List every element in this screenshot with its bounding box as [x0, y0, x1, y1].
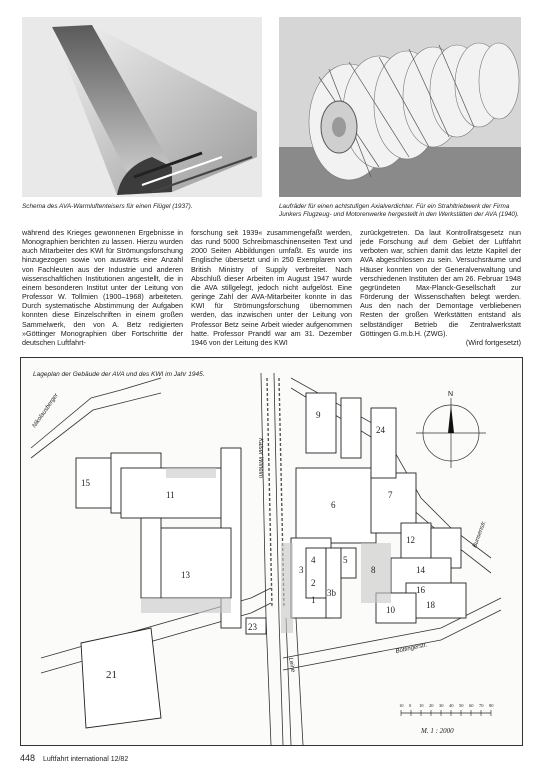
- scale-tick-label: 40: [449, 703, 454, 708]
- column-1-text: während des Krieges gewonnenen Ergebnisse in Monographien berichten zu lassen. Hierzu wurden auch Mitarbeiter des KWI für Strömungsforschung hinzugezogen sowie von auswärts eine Anzahl von Fachleuten aus der Industrie und anderen wissenschaftlichen Institutionen angestellt, die in einem besonderen Institut unter der Leitung von Professor W. Tollmien (1900–1968) arbeiteten. Durch systematische Abstimmung der Aufgaben konnten diese Einzelschriften in einem großen Sammelwerk, den von A. Betz redigierten »Göttinger Monographien über Fortschritte der deutschen Luftfahrt-: [22, 228, 183, 347]
- scale-label: M. 1 : 2000: [421, 727, 454, 735]
- building-11: 11: [166, 490, 175, 500]
- continued-note: (Wird fortgesetzt): [465, 337, 521, 347]
- scale-tick-label: 0: [409, 703, 412, 708]
- text-column-3: [360, 228, 521, 347]
- building-10: 10: [386, 605, 395, 615]
- wing-deicer-drawing: [22, 17, 262, 197]
- building-5: 5: [343, 555, 348, 565]
- building-18: 18: [426, 600, 435, 610]
- caption-left: Schema des AVA-Warmluftenteisers für einen Flügel (1937).: [22, 203, 193, 210]
- building-16: 16: [416, 585, 425, 595]
- building-4: 4: [311, 555, 316, 565]
- building-6: 6: [331, 500, 336, 510]
- column-3-text: zurückgetreten. Da laut Kontrollratsgesetz nun jede Forschung auf dem Gebiet der Luftfahrt verboten war, schien damit das letzte Kapitel der AVA abgeschlossen zu sein. Versuchsräume und Häuser konnten von der Generalverwaltung und verschiedenen Instituten der am 26. Februar 1948 gegründeten Max-Planck-Gesellschaft zur Förderung der Wissenschaften belegt werden. Aus den nach der Demontage verbliebenen Resten der großen Werkstätten entstand als selbständiger Betrieb die Zentralwerkstatt Göttingen G.m.b.H. (ZWG).: [360, 228, 521, 338]
- building-13: 13: [181, 570, 190, 580]
- column-2-text: forschung seit 1939« zusammengefaßt werden, das rund 5000 Schreibmaschinenseiten Text und 2000 Seiten Abbildungen umfaßt. Es wurde ins Englische übersetzt und in 250 Exemplaren vom British Ministry of Supply verbreitet. Nach Abschluß dieser Arbeiten im August 1947 wurde die AVA stillgelegt, jedoch nicht aufgelöst. Eine geringe Zahl der AVA-Mitarbeiter konnte in das KWI für Strömungsforschung übernommen werden, das inzwischen unter der Leitung von Professor Betz seine Arbeit wieder aufgenommen hatte. Professor Prandtl war am 31. Dezember 1946 von der Leitung des KWI: [191, 228, 352, 347]
- scale-tick-label: 10: [419, 703, 424, 708]
- page-footer: [20, 753, 128, 763]
- scale-tick-label: 20: [429, 703, 434, 708]
- photo-compressor-rotors: [279, 17, 521, 197]
- compass-north-label: N: [448, 391, 454, 398]
- building-14: 14: [416, 565, 425, 575]
- scale-tick-label: 30: [439, 703, 444, 708]
- building-21: 21: [106, 669, 117, 681]
- building-9: 9: [316, 410, 321, 420]
- street-bunsen: Bunsenstr.: [472, 519, 488, 549]
- building-3: 3: [299, 565, 304, 575]
- scale-tick-label: 70: [479, 703, 484, 708]
- text-column-2: [191, 228, 352, 347]
- photo-wing-deicer: [22, 17, 262, 197]
- street-kaiser-wilhelm: Kaiser Wilhelm: [257, 438, 263, 478]
- building-23: 23: [248, 622, 257, 632]
- street-boettinger: Böttingerstr.: [395, 642, 428, 655]
- building-12: 12: [406, 535, 415, 545]
- building-8: 8: [371, 565, 376, 575]
- caption-right: Laufräder für einen achtstufigen Axialverdichter. Für ein Strahltriebwerk der Firma Junkers Flugzeug- und Motorenwerke hergestellt in den Werkstätten der AVA (1940).: [279, 203, 519, 218]
- building-7: 7: [388, 490, 393, 500]
- building-15: 15: [81, 478, 90, 488]
- scale-tick-label: 80: [489, 703, 494, 708]
- site-plan-drawing: [21, 358, 522, 745]
- scale-bar: [399, 703, 494, 735]
- building-24: 24: [376, 425, 385, 435]
- scale-tick-label: 60: [469, 703, 474, 708]
- building-2: 2: [311, 578, 316, 588]
- building-3b: 3b: [327, 588, 336, 598]
- street-nikolausberger: Nikolausberger: [31, 392, 60, 430]
- site-plan-map: [20, 357, 523, 746]
- compass-rose: [416, 391, 486, 468]
- building-1: 1: [311, 595, 316, 605]
- scale-tick-label: 10: [399, 703, 404, 708]
- page-number: 448: [20, 753, 36, 763]
- compressor-rotors-drawing: [279, 17, 521, 197]
- text-column-1: [22, 228, 183, 347]
- map-title: Lageplan der Gebäude der AVA und des KWI im Jahr 1945.: [33, 371, 205, 378]
- street-leine: Leine: [287, 657, 296, 673]
- journal-name: Luftfahrt international 12/82: [42, 756, 129, 763]
- scale-tick-label: 50: [459, 703, 464, 708]
